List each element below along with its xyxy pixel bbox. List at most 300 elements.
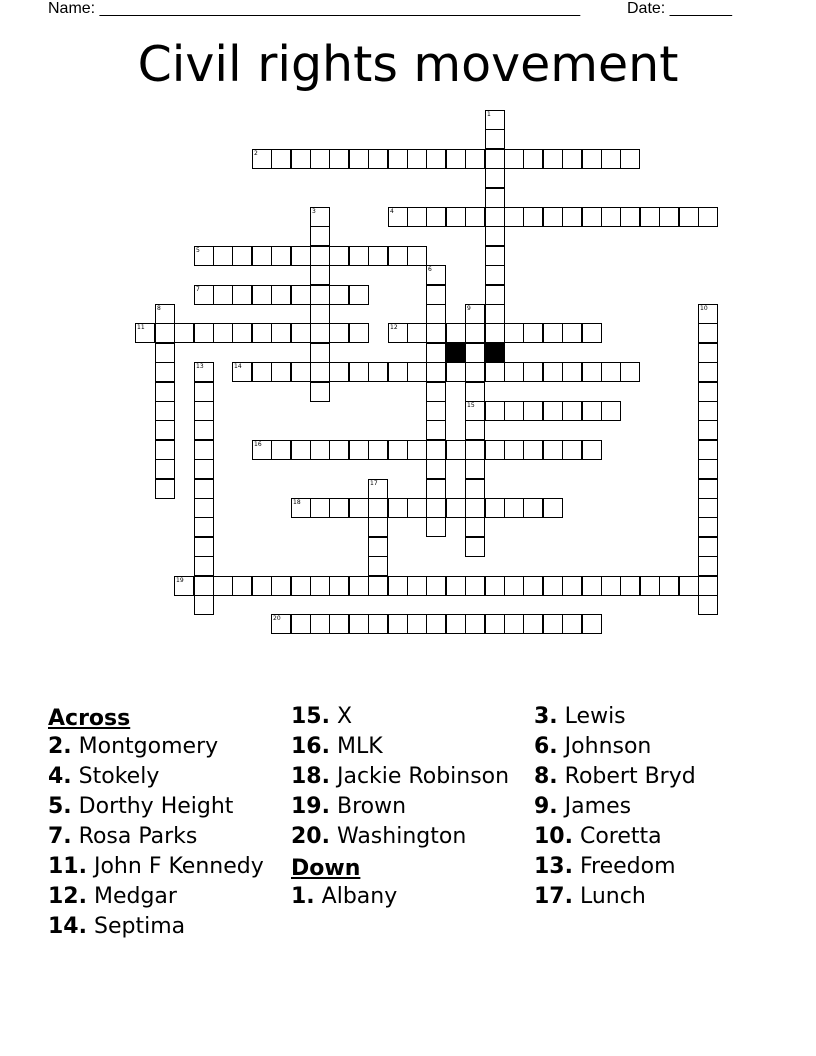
grid-cell[interactable] — [291, 614, 311, 634]
clue-number-label: 5 — [196, 247, 200, 254]
clue-text: Rosa Parks — [78, 824, 198, 849]
grid-cell[interactable] — [232, 323, 252, 343]
grid-cell[interactable] — [349, 246, 369, 266]
clue-number-label: 11 — [137, 324, 145, 331]
grid-cell[interactable] — [465, 149, 485, 169]
clue-text: Dorthy Height — [78, 794, 234, 819]
grid-cell[interactable] — [271, 285, 291, 305]
grid-cell[interactable] — [426, 420, 446, 440]
grid-cell[interactable] — [271, 323, 291, 343]
grid-cell[interactable] — [426, 304, 446, 324]
grid-cell[interactable] — [329, 440, 349, 460]
grid-cell[interactable] — [388, 246, 408, 266]
grid-cell[interactable] — [446, 323, 466, 343]
grid-cell[interactable] — [426, 323, 446, 343]
grid-cell[interactable] — [485, 614, 505, 634]
grid-cell[interactable] — [562, 207, 582, 227]
clue-number: 3. — [534, 704, 558, 729]
grid-cell[interactable] — [407, 576, 427, 596]
grid-cell[interactable] — [155, 362, 175, 382]
grid-cell[interactable] — [620, 362, 640, 382]
grid-cell[interactable] — [582, 440, 602, 460]
grid-cell[interactable] — [485, 576, 505, 596]
grid-cell[interactable] — [426, 576, 446, 596]
grid-cell[interactable] — [485, 168, 505, 188]
clue-item — [48, 734, 288, 759]
grid-cell[interactable] — [504, 401, 524, 421]
grid-cell[interactable] — [310, 246, 330, 266]
grid-cell[interactable] — [679, 207, 699, 227]
grid-cell[interactable] — [698, 459, 718, 479]
grid-cell[interactable] — [620, 149, 640, 169]
grid-cell[interactable] — [582, 207, 602, 227]
grid-cell[interactable] — [368, 246, 388, 266]
grid-cell[interactable] — [485, 149, 505, 169]
grid-cell[interactable] — [582, 401, 602, 421]
grid-cell[interactable] — [155, 479, 175, 499]
grid-cell[interactable] — [465, 479, 485, 499]
grid-cell[interactable] — [155, 382, 175, 402]
grid-cell[interactable] — [543, 362, 563, 382]
grid-cell[interactable] — [388, 149, 408, 169]
grid-cell[interactable] — [601, 401, 621, 421]
grid-cell[interactable] — [407, 207, 427, 227]
grid-cell[interactable] — [465, 420, 485, 440]
grid-cell[interactable] — [310, 265, 330, 285]
grid-cell[interactable] — [349, 440, 369, 460]
grid-cell[interactable] — [194, 382, 214, 402]
grid-cell[interactable] — [426, 517, 446, 537]
grid-cell[interactable] — [446, 362, 466, 382]
clue-item — [48, 794, 288, 819]
grid-cell[interactable] — [698, 498, 718, 518]
grid-cell[interactable] — [155, 459, 175, 479]
grid-cell[interactable] — [485, 304, 505, 324]
grid-cell[interactable] — [368, 556, 388, 576]
grid-cell[interactable] — [698, 323, 718, 343]
grid-cell[interactable] — [446, 149, 466, 169]
grid-cell[interactable] — [310, 226, 330, 246]
grid-cell[interactable] — [426, 382, 446, 402]
grid-cell[interactable] — [620, 207, 640, 227]
grid-cell[interactable] — [329, 149, 349, 169]
grid-cell[interactable] — [659, 207, 679, 227]
clue-item — [48, 914, 288, 939]
clue-number: 15. — [291, 704, 330, 729]
grid-cell[interactable] — [562, 401, 582, 421]
grid-cell[interactable] — [426, 401, 446, 421]
grid-cell[interactable] — [271, 576, 291, 596]
grid-cell[interactable] — [562, 149, 582, 169]
clue-item — [291, 884, 531, 909]
grid-cell[interactable] — [465, 323, 485, 343]
grid-cell[interactable] — [679, 576, 699, 596]
grid-cell[interactable] — [485, 188, 505, 208]
grid-cell[interactable] — [446, 576, 466, 596]
grid-cell[interactable] — [426, 498, 446, 518]
grid-cell[interactable] — [232, 285, 252, 305]
grid-cell[interactable] — [349, 498, 369, 518]
clue-item — [534, 734, 774, 759]
grid-cell[interactable] — [601, 149, 621, 169]
grid-cell[interactable] — [271, 149, 291, 169]
grid-cell[interactable] — [601, 207, 621, 227]
clue-text: Washington — [336, 824, 467, 849]
clue-number: 7. — [48, 824, 72, 849]
clue-number-label: 15 — [467, 402, 475, 409]
grid-cell[interactable] — [368, 537, 388, 557]
grid-cell[interactable] — [698, 537, 718, 557]
grid-cell[interactable] — [465, 614, 485, 634]
clue-text: James — [564, 794, 632, 819]
grid-cell[interactable] — [523, 576, 543, 596]
grid-cell[interactable] — [407, 498, 427, 518]
grid-cell[interactable] — [601, 362, 621, 382]
grid-cell[interactable] — [485, 323, 505, 343]
clue-number-label: 3 — [312, 208, 316, 215]
grid-cell[interactable] — [582, 614, 602, 634]
grid-cell[interactable] — [465, 576, 485, 596]
grid-cell[interactable] — [291, 362, 311, 382]
grid-cell[interactable] — [698, 517, 718, 537]
grid-cell[interactable] — [562, 323, 582, 343]
grid-cell[interactable] — [562, 362, 582, 382]
grid-cell[interactable] — [543, 614, 563, 634]
grid-cell[interactable] — [368, 440, 388, 460]
grid-cell[interactable] — [310, 440, 330, 460]
clue-number-label: 1 — [487, 111, 491, 118]
grid-cell[interactable] — [194, 440, 214, 460]
grid-cell[interactable] — [640, 576, 660, 596]
clue-text: Albany — [321, 884, 398, 909]
clue-number: 14. — [48, 914, 87, 939]
grid-cell[interactable] — [620, 576, 640, 596]
grid-cell[interactable] — [523, 362, 543, 382]
clue-text: Montgomery — [78, 734, 219, 759]
grid-cell[interactable] — [310, 382, 330, 402]
grid-cell[interactable] — [523, 614, 543, 634]
grid-cell[interactable] — [698, 207, 718, 227]
grid-cell[interactable] — [640, 207, 660, 227]
clue-number-label: 6 — [428, 266, 432, 273]
grid-cell[interactable] — [194, 459, 214, 479]
grid-cell[interactable] — [271, 440, 291, 460]
grid-cell[interactable] — [329, 285, 349, 305]
grid-cell[interactable] — [504, 207, 524, 227]
clue-number-label: 18 — [293, 499, 301, 506]
grid-cell[interactable] — [698, 343, 718, 363]
grid-cell[interactable] — [407, 149, 427, 169]
name-field: Name: ______________________________________________________ — [48, 0, 581, 17]
grid-cell[interactable] — [562, 440, 582, 460]
clue-text: Stokely — [78, 764, 160, 789]
grid-cell[interactable] — [504, 614, 524, 634]
clue-item — [534, 884, 774, 909]
grid-cell[interactable] — [349, 576, 369, 596]
grid-cell[interactable] — [446, 207, 466, 227]
grid-cell[interactable] — [310, 285, 330, 305]
grid-cell[interactable] — [582, 149, 602, 169]
clue-item — [48, 824, 288, 849]
grid-cell[interactable] — [523, 149, 543, 169]
grid-cell[interactable] — [232, 576, 252, 596]
grid-cell[interactable] — [291, 323, 311, 343]
grid-cell[interactable] — [465, 517, 485, 537]
grid-cell[interactable] — [426, 362, 446, 382]
grid-cell[interactable] — [485, 226, 505, 246]
grid-cell[interactable] — [543, 401, 563, 421]
grid-cell[interactable] — [543, 149, 563, 169]
grid-cell[interactable] — [291, 285, 311, 305]
grid-cell[interactable] — [232, 246, 252, 266]
grid-cell[interactable] — [155, 440, 175, 460]
grid-cell[interactable] — [368, 614, 388, 634]
grid-cell[interactable] — [698, 576, 718, 596]
grid-cell[interactable] — [485, 498, 505, 518]
grid-cell[interactable] — [194, 595, 214, 615]
grid-cell[interactable] — [698, 556, 718, 576]
grid-cell[interactable] — [504, 149, 524, 169]
grid-cell[interactable] — [523, 440, 543, 460]
grid-cell[interactable] — [388, 498, 408, 518]
grid-cell[interactable] — [426, 285, 446, 305]
grid-cell[interactable] — [523, 401, 543, 421]
grid-cell[interactable] — [194, 576, 214, 596]
grid-cell[interactable] — [485, 207, 505, 227]
grid-cell[interactable] — [213, 576, 233, 596]
grid-cell[interactable] — [523, 207, 543, 227]
grid-cell[interactable] — [388, 440, 408, 460]
clue-item — [534, 854, 774, 879]
grid-cell[interactable] — [310, 614, 330, 634]
grid-cell[interactable] — [698, 595, 718, 615]
clue-column-3 — [534, 704, 774, 914]
clue-number: 10. — [534, 824, 573, 849]
grid-cell[interactable] — [465, 382, 485, 402]
clue-number-label: 10 — [700, 305, 708, 312]
clue-item — [291, 764, 531, 789]
grid-cell[interactable] — [698, 401, 718, 421]
grid-cell[interactable] — [388, 614, 408, 634]
grid-cell[interactable] — [329, 362, 349, 382]
grid-cell[interactable] — [426, 459, 446, 479]
grid-cell[interactable] — [349, 285, 369, 305]
grid-cell[interactable] — [349, 149, 369, 169]
grid-cell[interactable] — [485, 440, 505, 460]
grid-cell[interactable] — [504, 323, 524, 343]
grid-cell[interactable] — [194, 401, 214, 421]
grid-cell[interactable] — [485, 246, 505, 266]
black-cell — [485, 343, 505, 363]
grid-cell[interactable] — [426, 343, 446, 363]
clue-text: Jackie Robinson — [336, 764, 510, 789]
clue-number: 1. — [291, 884, 315, 909]
grid-cell[interactable] — [213, 246, 233, 266]
clue-text: Lewis — [564, 704, 626, 729]
grid-cell[interactable] — [310, 323, 330, 343]
grid-cell[interactable] — [291, 149, 311, 169]
grid-cell[interactable] — [485, 129, 505, 149]
grid-cell[interactable] — [271, 362, 291, 382]
grid-cell[interactable] — [698, 362, 718, 382]
grid-cell[interactable] — [504, 498, 524, 518]
clue-item — [534, 824, 774, 849]
grid-cell[interactable] — [368, 498, 388, 518]
clue-number-label: 16 — [254, 441, 262, 448]
grid-cell[interactable] — [426, 149, 446, 169]
grid-cell[interactable] — [562, 576, 582, 596]
grid-cell[interactable] — [329, 614, 349, 634]
grid-cell[interactable] — [349, 362, 369, 382]
grid-cell[interactable] — [523, 323, 543, 343]
grid-cell[interactable] — [310, 362, 330, 382]
grid-cell[interactable] — [349, 614, 369, 634]
grid-cell[interactable] — [465, 362, 485, 382]
clue-number: 19. — [291, 794, 330, 819]
grid-cell[interactable] — [194, 323, 214, 343]
clue-text: Coretta — [579, 824, 662, 849]
grid-cell[interactable] — [523, 498, 543, 518]
grid-cell[interactable] — [194, 479, 214, 499]
grid-cell[interactable] — [329, 246, 349, 266]
grid-cell[interactable] — [194, 517, 214, 537]
grid-cell[interactable] — [465, 343, 485, 363]
grid-cell[interactable] — [426, 614, 446, 634]
grid-cell[interactable] — [698, 440, 718, 460]
grid-cell[interactable] — [213, 285, 233, 305]
grid-cell[interactable] — [465, 537, 485, 557]
grid-cell[interactable] — [213, 323, 233, 343]
grid-cell[interactable] — [252, 285, 272, 305]
grid-cell[interactable] — [485, 265, 505, 285]
grid-cell[interactable] — [485, 285, 505, 305]
clue-item — [534, 794, 774, 819]
grid-cell[interactable] — [543, 498, 563, 518]
clue-number-label: 17 — [370, 480, 378, 487]
grid-cell[interactable] — [426, 440, 446, 460]
grid-cell[interactable] — [310, 498, 330, 518]
grid-cell[interactable] — [368, 576, 388, 596]
grid-cell[interactable] — [543, 440, 563, 460]
grid-cell[interactable] — [252, 323, 272, 343]
clue-number: 16. — [291, 734, 330, 759]
clue-number-label: 4 — [390, 208, 394, 215]
grid-cell[interactable] — [368, 517, 388, 537]
clue-text: Lunch — [579, 884, 646, 909]
grid-cell[interactable] — [465, 498, 485, 518]
clue-number-label: 9 — [467, 305, 471, 312]
grid-cell[interactable] — [194, 556, 214, 576]
clue-item — [291, 824, 531, 849]
clue-item — [291, 734, 531, 759]
grid-cell[interactable] — [698, 382, 718, 402]
clue-text: Freedom — [579, 854, 676, 879]
grid-cell[interactable] — [465, 459, 485, 479]
grid-cell[interactable] — [291, 576, 311, 596]
clue-item — [48, 764, 288, 789]
grid-cell[interactable] — [465, 207, 485, 227]
grid-cell[interactable] — [446, 498, 466, 518]
grid-cell[interactable] — [388, 362, 408, 382]
grid-cell[interactable] — [310, 343, 330, 363]
grid-cell[interactable] — [504, 440, 524, 460]
grid-cell[interactable] — [310, 304, 330, 324]
clue-number-label: 12 — [390, 324, 398, 331]
grid-cell[interactable] — [174, 323, 194, 343]
grid-cell[interactable] — [601, 576, 621, 596]
grid-cell[interactable] — [194, 498, 214, 518]
clue-number: 13. — [534, 854, 573, 879]
grid-cell[interactable] — [407, 323, 427, 343]
grid-cell[interactable] — [291, 440, 311, 460]
grid-cell[interactable] — [582, 576, 602, 596]
grid-cell[interactable] — [388, 576, 408, 596]
clue-text: Septima — [93, 914, 186, 939]
clue-number-label: 13 — [196, 363, 204, 370]
grid-cell[interactable] — [543, 323, 563, 343]
grid-cell[interactable] — [310, 149, 330, 169]
grid-cell[interactable] — [485, 401, 505, 421]
grid-cell[interactable] — [465, 440, 485, 460]
grid-cell[interactable] — [446, 614, 466, 634]
grid-cell[interactable] — [407, 362, 427, 382]
grid-cell[interactable] — [543, 207, 563, 227]
grid-cell[interactable] — [155, 420, 175, 440]
grid-cell[interactable] — [698, 479, 718, 499]
grid-cell[interactable] — [155, 343, 175, 363]
grid-cell[interactable] — [407, 614, 427, 634]
grid-cell[interactable] — [329, 498, 349, 518]
grid-cell[interactable] — [252, 362, 272, 382]
grid-cell[interactable] — [485, 362, 505, 382]
grid-cell[interactable] — [291, 246, 311, 266]
clue-item — [291, 704, 531, 729]
grid-cell[interactable] — [504, 576, 524, 596]
clue-number-label: 7 — [196, 286, 200, 293]
grid-cell[interactable] — [271, 246, 291, 266]
grid-cell[interactable] — [446, 440, 466, 460]
grid-cell[interactable] — [194, 537, 214, 557]
grid-cell[interactable] — [252, 576, 272, 596]
grid-cell[interactable] — [194, 420, 214, 440]
black-cell — [446, 343, 466, 363]
grid-cell[interactable] — [582, 362, 602, 382]
clue-number: 17. — [534, 884, 573, 909]
grid-cell[interactable] — [562, 614, 582, 634]
clue-number: 8. — [534, 764, 558, 789]
grid-cell[interactable] — [426, 207, 446, 227]
date-field: Date: _______ — [627, 0, 732, 17]
grid-cell[interactable] — [543, 576, 563, 596]
grid-cell[interactable] — [698, 420, 718, 440]
grid-cell[interactable] — [407, 440, 427, 460]
grid-cell[interactable] — [426, 479, 446, 499]
grid-cell[interactable] — [310, 576, 330, 596]
grid-cell[interactable] — [659, 576, 679, 596]
grid-cell[interactable] — [155, 401, 175, 421]
grid-cell[interactable] — [329, 576, 349, 596]
grid-cell[interactable] — [504, 362, 524, 382]
clue-number: 18. — [291, 764, 330, 789]
grid-cell[interactable] — [368, 362, 388, 382]
grid-cell[interactable] — [368, 149, 388, 169]
grid-cell[interactable] — [407, 246, 427, 266]
grid-cell[interactable] — [252, 246, 272, 266]
grid-cell[interactable] — [329, 323, 349, 343]
grid-cell[interactable] — [582, 323, 602, 343]
grid-cell[interactable] — [155, 323, 175, 343]
grid-cell[interactable] — [349, 323, 369, 343]
